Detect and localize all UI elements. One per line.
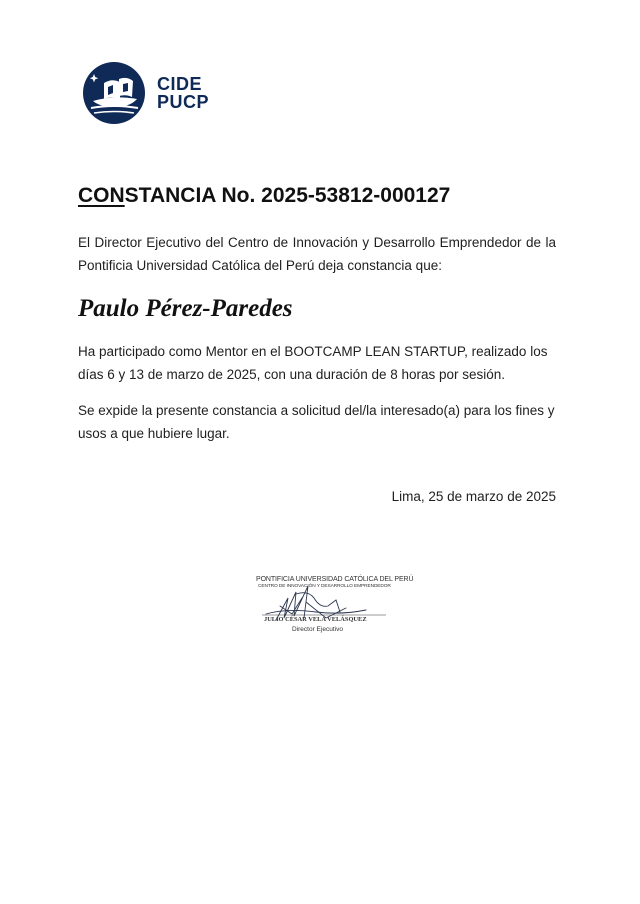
intro-paragraph: El Director Ejecutivo del Centro de Innovación y Desarrollo Emprendedor de la Pontificia Universidad Católica del Perú deja constancia que: (78, 235, 556, 273)
logo-line1: CIDE (157, 74, 203, 94)
document-title (78, 184, 450, 208)
recipient-name: Paulo Pérez-Paredes (78, 295, 293, 322)
cide-pucp-logo (82, 61, 232, 127)
place-date: Lima, 25 de marzo de 2025 (391, 489, 556, 504)
stamp-institution: PONTIFICIA UNIVERSIDAD CATÓLICA DEL PERÚ (256, 576, 414, 583)
ship-emblem-icon (82, 61, 146, 125)
logo-line2: PUCP (157, 92, 210, 112)
logo-text (157, 75, 209, 111)
stamp-role: Director Ejecutivo (292, 626, 343, 633)
participation-paragraph: Ha participado como Mentor en el BOOTCAMP LEAN STARTUP, realizado los días 6 y 13 de marzo de 2025, con una duración de 8 horas por sesión. (78, 344, 548, 382)
title-rest: STANCIA No. 2025-53812-000127 (124, 184, 451, 207)
signature-scribble (236, 568, 406, 648)
purpose-paragraph: Se expide la presente constancia a solicitud del/la interesado(a) para los fines y usos a que hubiere lugar. (78, 403, 555, 441)
stamp-signer: JULIO CÉSAR VELA VELÁSQUEZ (264, 616, 367, 623)
title-underlined: CON (78, 184, 125, 207)
signature-stamp (236, 568, 414, 648)
stamp-center: CENTRO DE INNOVACIÓN Y DESARROLLO EMPRENDEDOR (258, 584, 391, 589)
